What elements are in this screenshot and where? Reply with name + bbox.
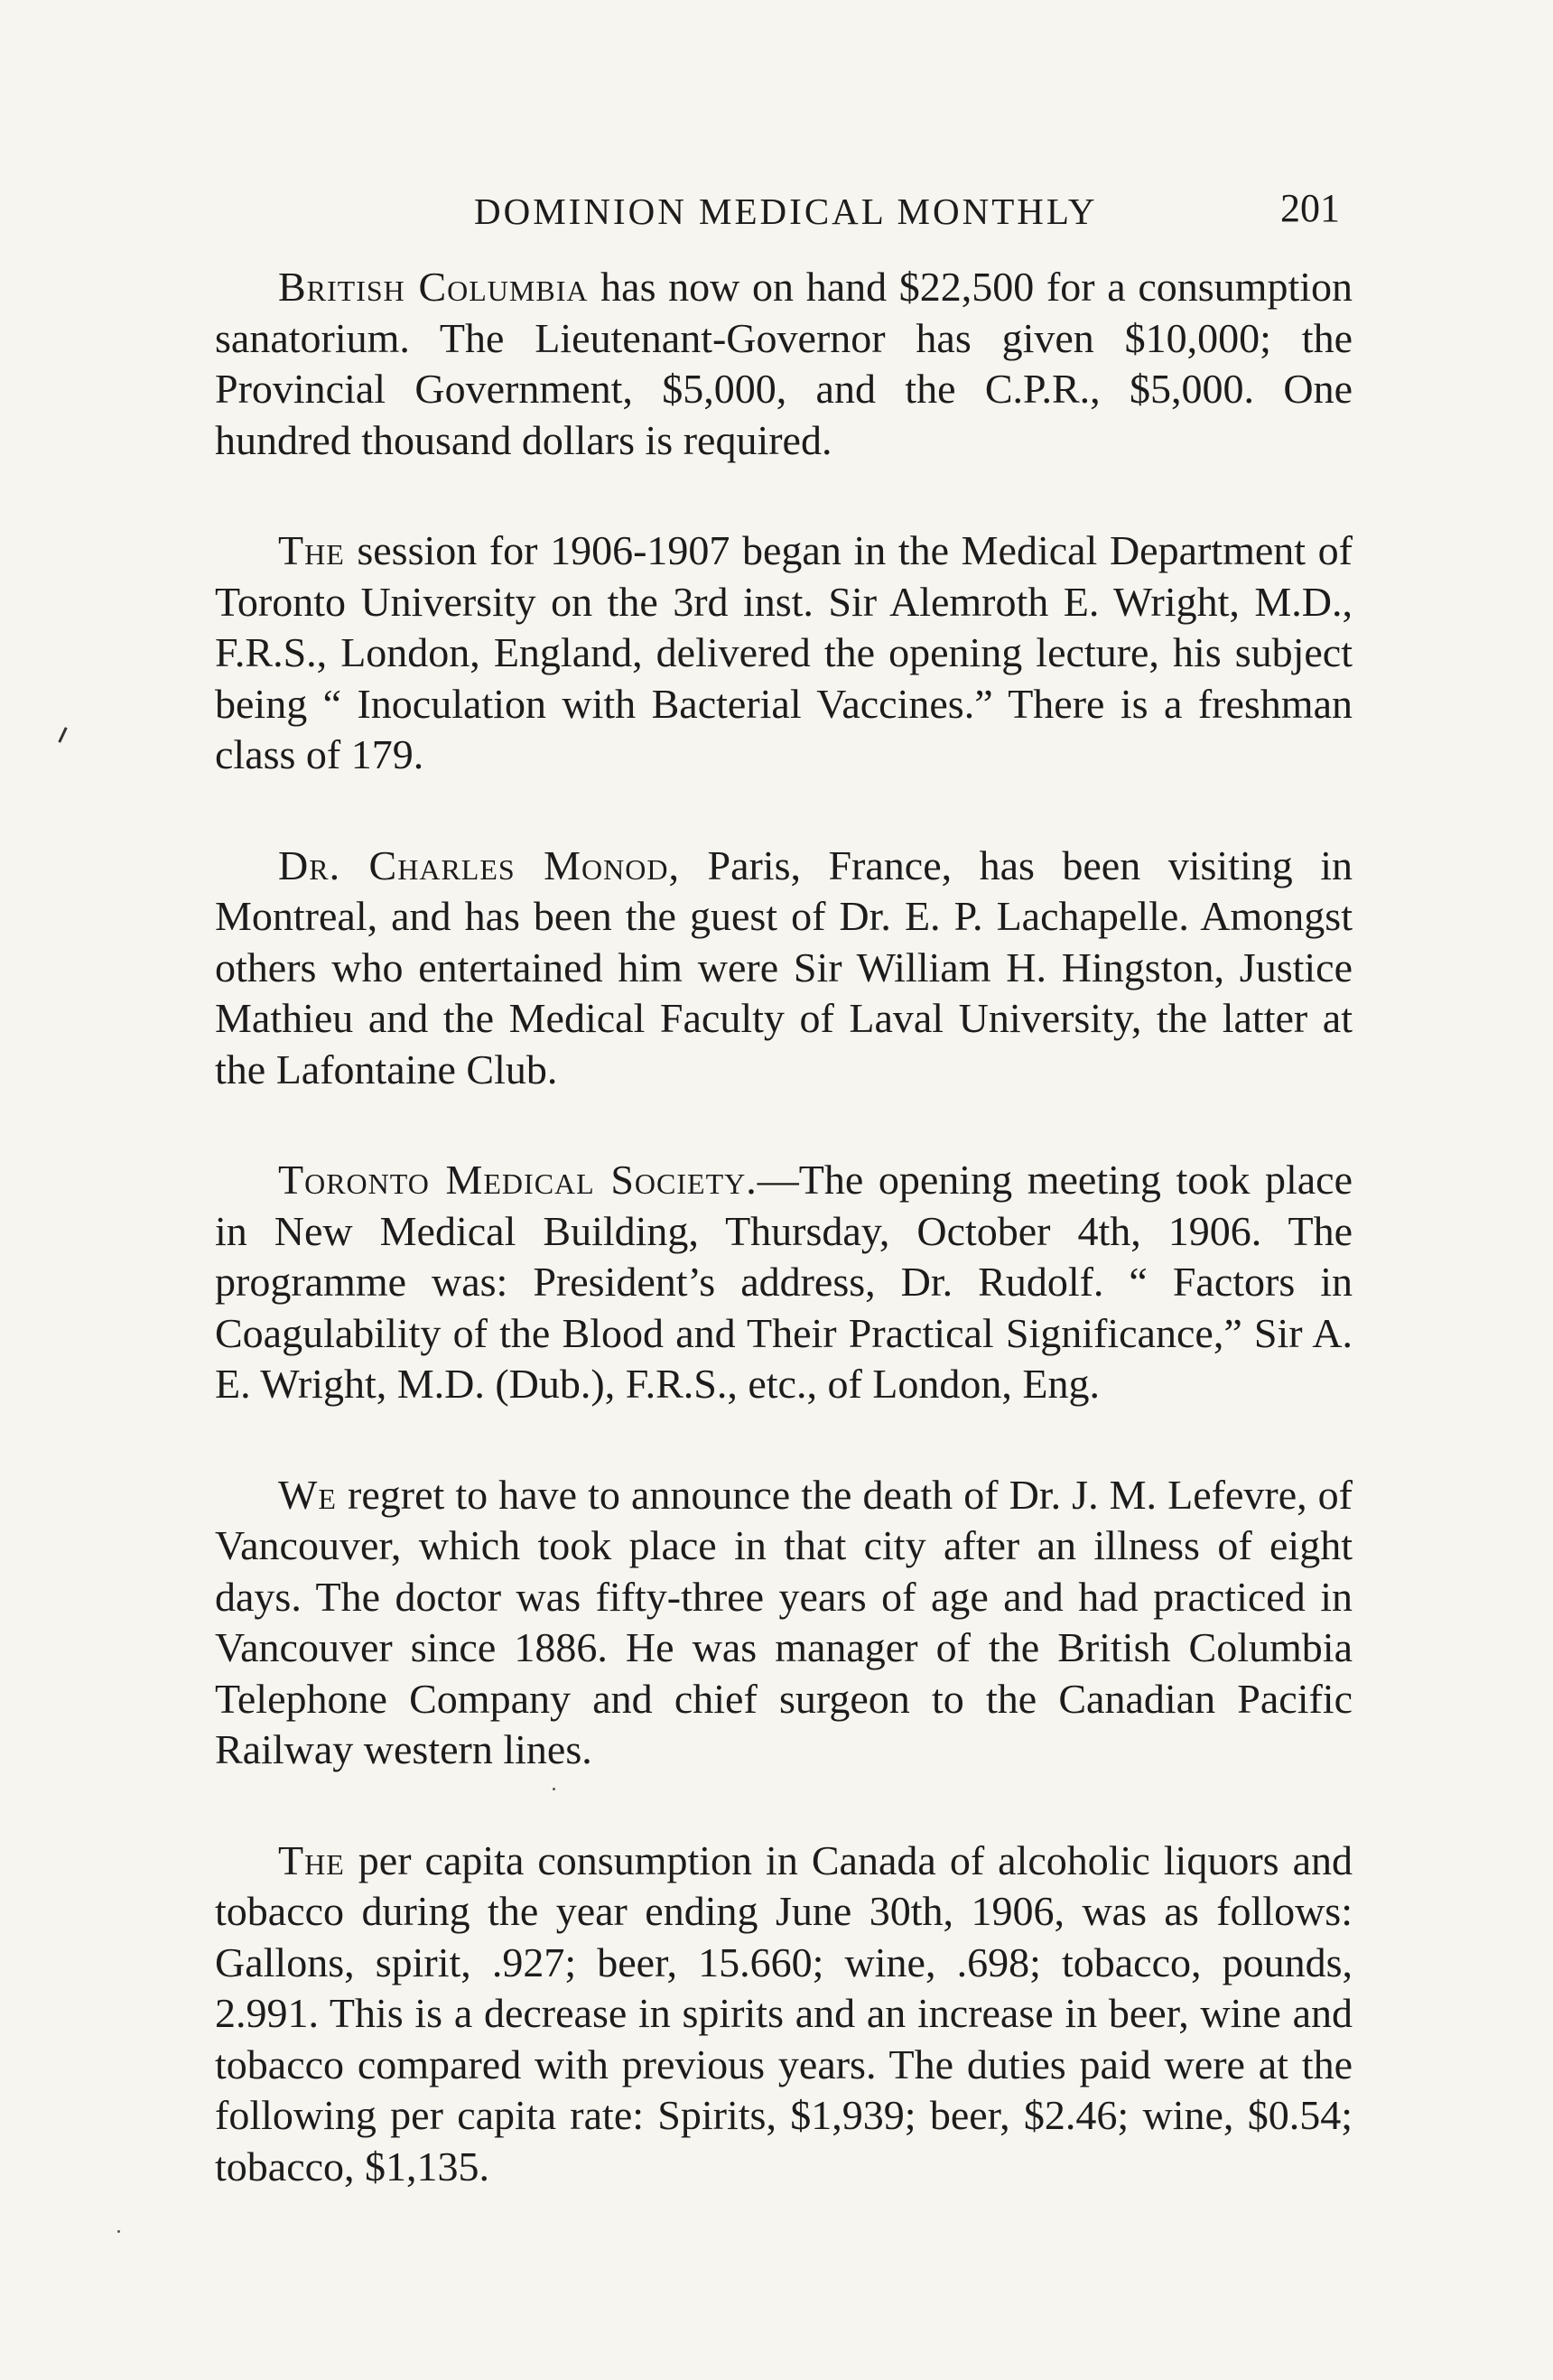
paragraph-lead: We	[278, 1471, 337, 1518]
paragraph-session	[215, 525, 1353, 781]
paragraph-monod	[215, 841, 1353, 1096]
paragraph-lead: British Columbia	[278, 264, 589, 310]
paragraph-toronto-medical-society	[215, 1155, 1353, 1410]
paragraph-lefevre-obituary	[215, 1470, 1353, 1776]
paragraph-text: session for 1906-1907 began in the Medical Department of Toronto University on the 3rd inst. Sir Alemroth E. Wright, M.D., F.R.S., London, England, delivered the opening lecture, his subject being “ Inoculation with Bacterial Vaccines.” There is a freshman class of 179.	[215, 527, 1353, 777]
paragraph-consumption-statistics	[215, 1836, 1353, 2193]
body-text	[215, 262, 1353, 2252]
paragraph-lead: Dr. Charles Monod,	[278, 841, 680, 888]
paragraph-text: has now on hand $22,500 for a consumption sanatorium. The Lieutenant-Governor has given $10,000; the Provincial Government, $5,000, and the C.P.R., $5,000. One hundred thousand dollars is required.	[215, 264, 1353, 463]
paragraph-british-columbia	[215, 262, 1353, 466]
paper-fleck	[553, 1788, 555, 1790]
paragraph-lead: Toronto Medical Society.	[278, 1157, 758, 1203]
paragraph-lead: The	[278, 527, 345, 573]
running-title: DOMINION MEDICAL MONTHLY	[474, 191, 1098, 232]
stray-pen-mark	[58, 727, 67, 743]
paper-fleck	[117, 2230, 120, 2233]
paragraph-text: per capita consumption in Canada of alcoholic liquors and tobacco during the year ending June 30th, 1906, was as follows: Gallons, spirit, .927; beer, 15.660; wine, .698; tobacco, pounds, 2.991. This is a decrease in spirits and an increase in beer, wine and tobacco compared with previous years. The duties paid were at the following per capita rate: Spirits, $1,939; beer, $2.46; wine, $0.54; tobacco, $1,135.	[215, 1836, 1353, 2189]
page-number: 201	[1280, 186, 1340, 230]
paragraph-text: —The opening meeting took place in New Medical Building, Thursday, October 4th, 1906. The programme was: President’s address, Dr. Rudolf. “ Factors in Coagulability of the Blood and Their Practical Significance,” Sir A. E. Wright, M.D. (Dub.), F.R.S., etc., of London, Eng.	[215, 1157, 1353, 1407]
paragraph-lead: The	[278, 1836, 345, 1883]
paragraph-text: Paris, France, has been visiting in Montreal, and has been the guest of Dr. E. P. Lachapelle. Amongst others who entertained him were Sir William H. Hingston, Justice Mathieu and the Medical Faculty of Laval University, the latter at the Lafontaine Club.	[215, 841, 1353, 1092]
paragraph-text: regret to have to announce the death of Dr. J. M. Lefevre, of Vancouver, which took place in that city after an illness of eight days. The doctor was fifty-three years of age and had practiced in Vancouver since 1886. He was manager of the British Columbia Telephone Company and chief surgeon to the Canadian Pacific Railway western lines.	[215, 1471, 1353, 1772]
